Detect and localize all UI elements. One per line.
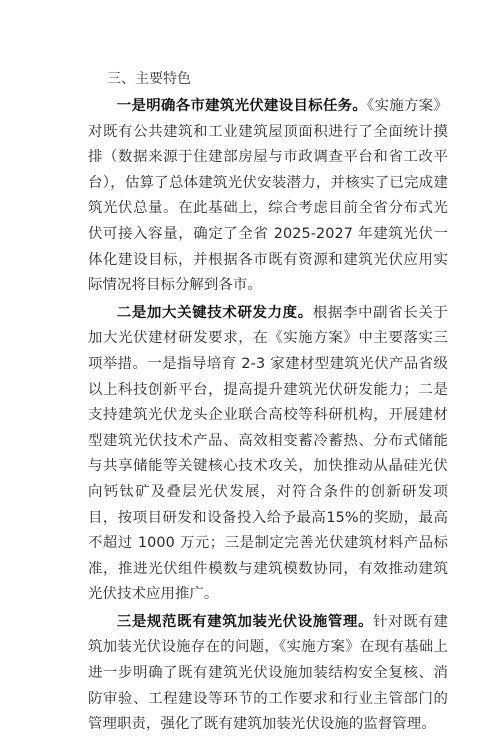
paragraph-2-body: 根据李中副省长关于加大光伏建材研发要求，在《实施方案》中主要落实三项举措。一是指导培育 2-3 家建材型建筑光伏产品省级以上科技创新平台，提高提升建筑光伏研发能力；二是支持建筑光伏龙头企业联合高校等科研机构，开展建材型建筑光伏技术产品、高效相变蓄冷蓄热、分布式储能与共享储能等关键核心技术攻关，加快推动从晶硅光伏向钙钛矿及叠层光伏发展，对符合条件的创新研发项目，按项目研发和设备投入给予最高15%的奖励，最高不超过 1000 万元；三是制定完善光伏建筑材料产品标准，推进光伏组件模数与建筑模数协同，有效推动建筑光伏技术应用推广。 xyxy=(88,304,448,603)
section-heading: 三、主要特色 xyxy=(107,71,191,87)
paragraph-2 xyxy=(88,301,448,608)
paragraph-2-lead: 二是加大关键技术研发力度。 xyxy=(116,304,313,321)
paragraph-3-body: 针对既有建筑加装光伏设施存在的问题，《实施方案》在现有基础上进一步明确了既有建筑光伏设施加装结构安全复核、消防审验、工程建设等环节的工作要求和行业主管部门的管理职责，强化了既有建筑加装光伏设施的监督管理。 xyxy=(88,613,448,733)
paragraph-1 xyxy=(88,94,448,299)
paragraph-3-lead: 三是规范既有建筑加装光伏设施管理。 xyxy=(116,613,374,630)
document-page xyxy=(88,68,448,740)
paragraph-1-body: 《实施方案》对既有公共建筑和工业建筑屋顶面积进行了全面统计摸排（数据来源于住建部房屋与市政调查平台和省工改平台），估算了总体建筑光伏安装潜力，并核实了已完成建筑光伏总量。在此基础上，综合考虑目前全省分布式光伏可接入容量，确定了全省 2025-2027 年建筑光伏一体化建设目标，并根据各市既有资源和建筑光伏应用实际情况将目标分解到各市。 xyxy=(88,98,448,294)
paragraph-1-lead: 一是明确各市建筑光伏建设目标任务。 xyxy=(116,98,368,114)
paragraph-3 xyxy=(88,610,448,738)
